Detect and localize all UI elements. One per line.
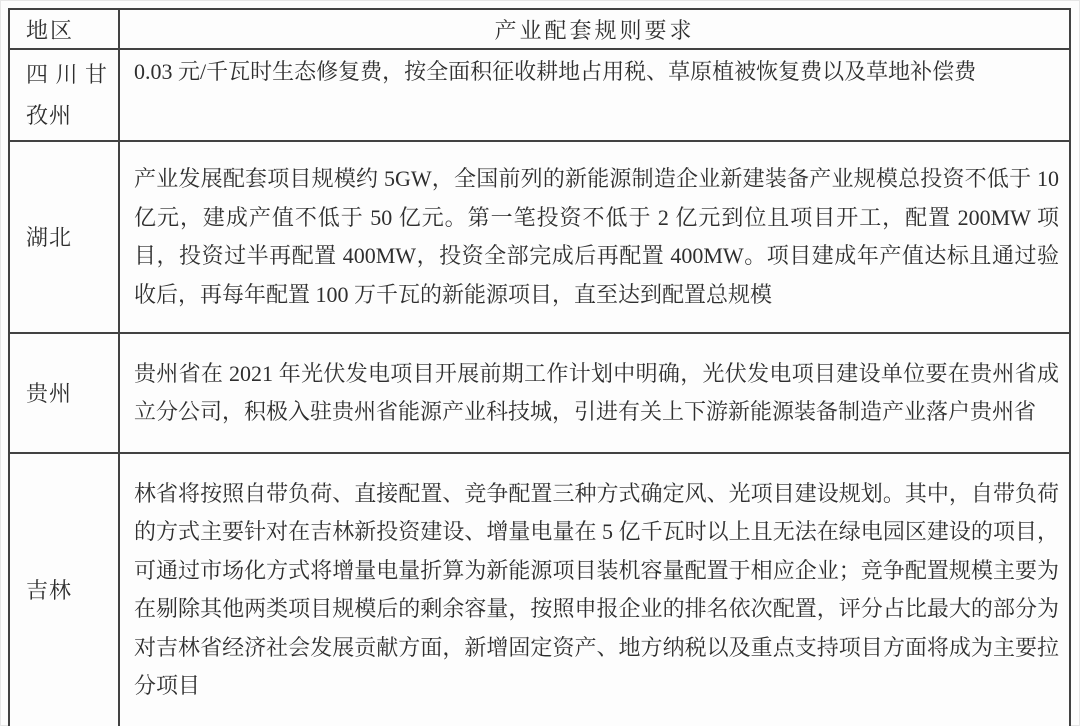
requirement-cell: 贵州省在 2021 年光伏发电项目开展前期工作计划中明确，光伏发电项目建设单位要在贵州省成立分公司，积极入驻贵州省能源产业科技城，引进有关上下游新能源装备制造产业落户贵州省 (119, 333, 1070, 453)
requirement-cell: 0.03 元/千瓦时生态修复费，按全面积征收耕地占用税、草原植被恢复费以及草地补偿费 (119, 49, 1070, 141)
requirement-cell: 林省将按照自带负荷、直接配置、竞争配置三种方式确定风、光项目建设规划。其中，自带负荷的方式主要针对在吉林新投资建设、增量电量在 5 亿千瓦时以上且无法在绿电园区建设的项目，可通过市场化方式将增量电量折算为新能源项目装机容量配置于相应企业；竞争配置规模主要为在剔除其他两类项目规模后的剩余容量，按照申报企业的排名依次配置，评分占比最大的部分为对吉林省经济社会发展贡献方面，新增固定资产、地方纳税以及重点支持项目方面将成为主要拉分项目 (119, 453, 1070, 726)
table-row (9, 333, 1070, 453)
requirement-cell: 产业发展配套项目规模约 5GW，全国前列的新能源制造企业新建装备产业规模总投资不低于 10 亿元，建成产值不低于 50 亿元。第一笔投资不低于 2 亿元到位且项目开工，配置 200MW 项目，投资过半再配置 400MW，投资全部完成后再配置 400MW。项目建成年产值达标且通过验收后，再每年配置 100 万千瓦的新能源项目，直至达到配置总规模 (119, 141, 1070, 333)
region-cell: 贵州 (9, 333, 119, 453)
region-cell: 四川甘孜州 (9, 49, 119, 141)
table-row (9, 49, 1070, 141)
region-cell: 吉林 (9, 453, 119, 726)
header-cell-region: 地区 (9, 9, 119, 49)
region-cell: 湖北 (9, 141, 119, 333)
table-row (9, 141, 1070, 333)
header-row (9, 9, 1070, 49)
table-row (9, 453, 1070, 726)
policy-table (8, 8, 1071, 726)
header-cell-requirement: 产业配套规则要求 (119, 9, 1070, 49)
